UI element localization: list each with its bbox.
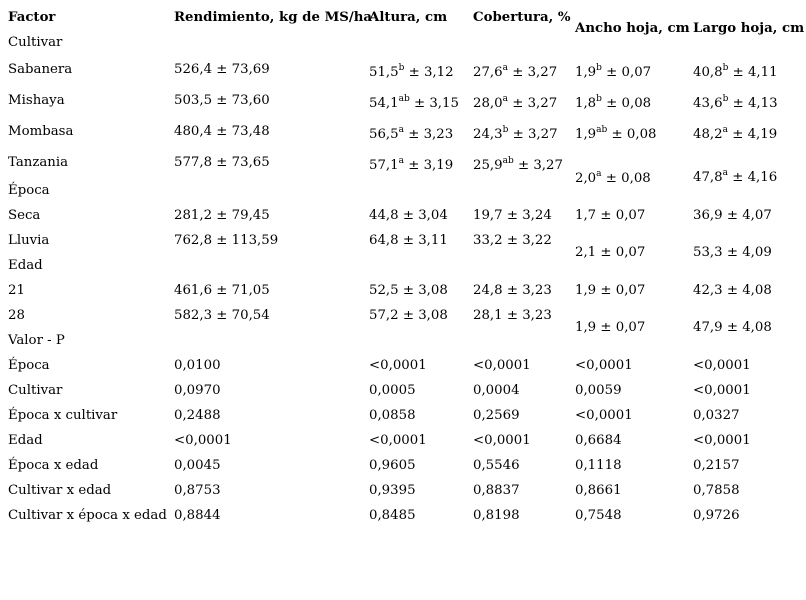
cell-cobertura: 25,9$^{ab}$ ± 3,27 [473,155,563,173]
cell-rendimiento: 0,8844 [174,508,221,523]
cell-cobertura: 0,0004 [473,383,520,398]
cell-altura: 51,5$^b$ ± 3,12 [369,62,454,80]
cell-ancho-hoja: 1,9 ± 0,07 [575,283,646,298]
cell-cobertura: 24,3$^b$ ± 3,27 [473,124,558,142]
cell-altura: 0,8485 [369,508,416,523]
cell-altura: 57,1$^a$ ± 3,19 [369,155,454,173]
cell-ancho-hoja: 0,0059 [575,383,622,398]
cell-ancho-hoja: 0,8661 [575,483,622,498]
cell-largo-hoja: 43,6$^b$ ± 4,13 [693,93,778,111]
cell-altura: 44,8 ± 3,04 [369,208,448,223]
cell-cobertura: 0,8198 [473,508,520,523]
cell-largo-hoja: 0,9726 [693,508,740,523]
header-largo-hoja: Largo hoja, cm [693,21,805,36]
cell-ancho-hoja: 1,9 ± 0,07 [575,320,646,335]
cell-largo-hoja: 42,3 ± 4,08 [693,283,772,298]
row-label: Edad [8,433,43,448]
cell-cobertura: 0,2569 [473,408,520,423]
cell-largo-hoja: <0,0001 [693,433,751,448]
cell-ancho-hoja: 1,9$^{ab}$ ± 0,08 [575,124,657,142]
row-label: Lluvia [8,233,50,248]
cell-rendimiento: 582,3 ± 70,54 [174,308,270,323]
cell-altura: 0,0858 [369,408,416,423]
cell-cobertura: 33,2 ± 3,22 [473,233,552,248]
cell-ancho-hoja: 2,1 ± 0,07 [575,245,646,260]
cell-largo-hoja: 48,2$^a$ ± 4,19 [693,124,778,142]
cell-largo-hoja: 36,9 ± 4,07 [693,208,772,223]
cell-altura: 56,5$^a$ ± 3,23 [369,124,454,142]
cell-altura: <0,0001 [369,358,427,373]
row-label: Cultivar x edad [8,483,112,498]
cell-cobertura: 19,7 ± 3,24 [473,208,552,223]
cell-cobertura: 28,0$^a$ ± 3,27 [473,93,558,111]
cell-cobertura: <0,0001 [473,358,531,373]
cell-cobertura: <0,0001 [473,433,531,448]
cell-ancho-hoja: <0,0001 [575,408,633,423]
cell-largo-hoja: 47,9 ± 4,08 [693,320,772,335]
cell-rendimiento: <0,0001 [174,433,232,448]
cell-ancho-hoja: 1,7 ± 0,07 [575,208,646,223]
cell-altura: <0,0001 [369,433,427,448]
cell-rendimiento: 503,5 ± 73,60 [174,93,270,108]
cell-rendimiento: 577,8 ± 73,65 [174,155,270,170]
cell-largo-hoja: 53,3 ± 4,09 [693,245,772,260]
cell-rendimiento: 526,4 ± 73,69 [174,62,270,77]
cell-cobertura: 0,8837 [473,483,520,498]
cell-rendimiento: 281,2 ± 79,45 [174,208,270,223]
row-label: Época [8,358,50,373]
cell-rendimiento: 0,8753 [174,483,221,498]
cell-ancho-hoja: 0,7548 [575,508,622,523]
section-cultivar: Cultivar [8,35,63,50]
row-label: Sabanera [8,62,73,77]
section-epoca: Época [8,183,50,198]
cell-rendimiento: 480,4 ± 73,48 [174,124,270,139]
cell-largo-hoja: 0,2157 [693,458,740,473]
cell-largo-hoja: 47,8$^a$ ± 4,16 [693,167,778,185]
cell-largo-hoja: <0,0001 [693,358,751,373]
header-factor: Factor [8,10,56,25]
cell-cobertura: 24,8 ± 3,23 [473,283,552,298]
cell-altura: 64,8 ± 3,11 [369,233,448,248]
cell-altura: 54,1$^{ab}$ ± 3,15 [369,93,459,111]
row-label: Mombasa [8,124,74,139]
row-label: Tanzania [8,155,69,170]
row-label: Época x cultivar [8,408,118,423]
row-label: Seca [8,208,41,223]
cell-cobertura: 28,1 ± 3,23 [473,308,552,323]
cell-cobertura: 0,5546 [473,458,520,473]
header-ancho-hoja: Ancho hoja, cm [575,21,690,36]
cell-rendimiento: 0,0045 [174,458,221,473]
cell-ancho-hoja: 0,6684 [575,433,622,448]
header-altura: Altura, cm [369,10,448,25]
row-label: Cultivar x época x edad [8,508,167,523]
cell-rendimiento: 0,0970 [174,383,221,398]
cell-rendimiento: 461,6 ± 71,05 [174,283,270,298]
cell-largo-hoja: <0,0001 [693,383,751,398]
cell-ancho-hoja: <0,0001 [575,358,633,373]
header-cobertura: Cobertura, % [473,10,571,25]
cell-cobertura: 27,6$^a$ ± 3,27 [473,62,558,80]
cell-ancho-hoja: 1,8$^b$ ± 0,08 [575,93,652,111]
cell-altura: 57,2 ± 3,08 [369,308,448,323]
cell-ancho-hoja: 2,0$^a$ ± 0,08 [575,168,651,186]
cell-largo-hoja: 40,8$^b$ ± 4,11 [693,62,778,80]
section-valor-p: Valor - P [8,333,65,348]
cell-altura: 0,9395 [369,483,416,498]
cell-altura: 0,9605 [369,458,416,473]
cell-ancho-hoja: 1,9$^b$ ± 0,07 [575,62,652,80]
cell-rendimiento: 762,8 ± 113,59 [174,233,279,248]
row-label: 21 [8,283,25,298]
cell-rendimiento: 0,0100 [174,358,221,373]
cell-ancho-hoja: 0,1118 [575,458,622,473]
cell-rendimiento: 0,2488 [174,408,221,423]
cell-altura: 52,5 ± 3,08 [369,283,448,298]
row-label: Mishaya [8,93,65,108]
cell-altura: 0,0005 [369,383,416,398]
header-rendimiento: Rendimiento, kg de MS/ha [174,10,373,25]
section-edad: Edad [8,258,43,273]
row-label: Cultivar [8,383,63,398]
cell-largo-hoja: 0,7858 [693,483,740,498]
row-label: Época x edad [8,458,99,473]
cell-largo-hoja: 0,0327 [693,408,740,423]
row-label: 28 [8,308,25,323]
